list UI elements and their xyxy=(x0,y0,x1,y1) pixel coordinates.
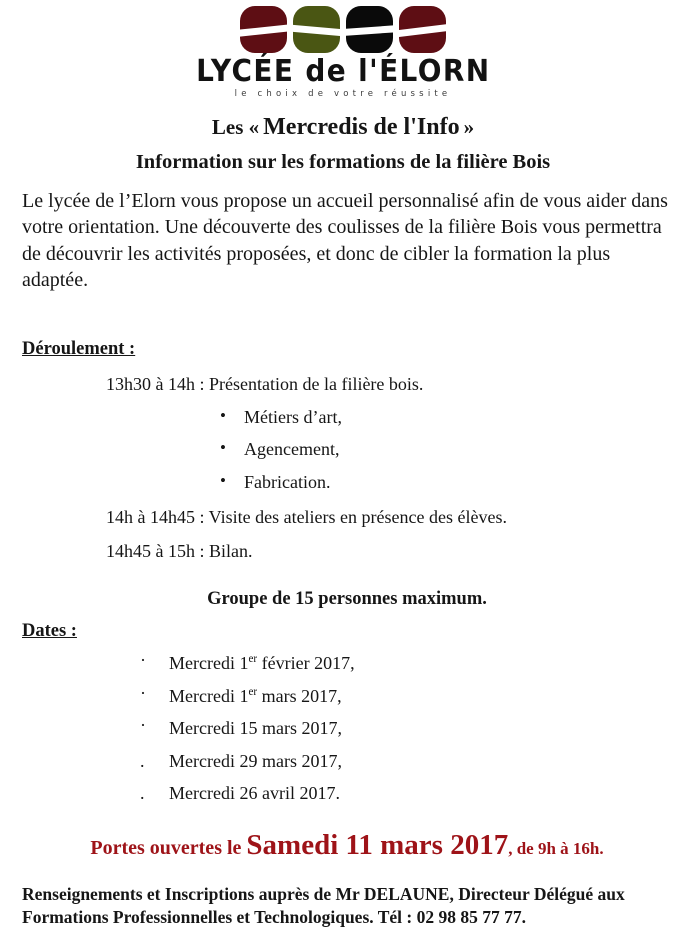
page-title-main: Mercredis de l'Info xyxy=(263,113,460,140)
logo-slash-2 xyxy=(293,24,340,36)
date-sup: er xyxy=(248,653,258,666)
page-title-suffix: » xyxy=(463,114,475,139)
list-marker: · xyxy=(140,715,146,736)
logo-square-4-icon xyxy=(399,6,446,53)
list-marker: · xyxy=(140,650,146,671)
date-text: Mercredi 15 mars 2017, xyxy=(169,718,342,739)
deroulement-section xyxy=(22,313,672,562)
dates-section xyxy=(22,610,672,805)
schedule-line-2: 14h à 14h45 : Visite des ateliers en présence des élèves. xyxy=(106,507,507,528)
deroulement-bullet-list xyxy=(22,406,672,494)
date-text: Mercredi 26 avril 2017. xyxy=(169,783,340,804)
open-day-announcement xyxy=(22,830,672,862)
list-item xyxy=(140,717,672,740)
list-item xyxy=(140,782,672,805)
page-title xyxy=(0,113,686,142)
footer-line-1: Renseignements et Inscriptions auprès de Mr DELAUNE, Directeur Délégué aux xyxy=(22,883,625,904)
list-marker: . xyxy=(140,783,145,804)
logo-tagline: le choix de votre réussite xyxy=(234,88,452,99)
footer-line-2: Formations Professionnelles et Technologiques. Tél : 02 98 85 77 77. xyxy=(22,906,526,927)
open-day-date: Samedi 11 mars 2017 xyxy=(246,828,509,861)
page-subtitle: Information sur les formations de la filière Bois xyxy=(135,151,551,174)
list-item xyxy=(140,750,672,773)
schedule-line-3: 14h45 à 15h : Bilan. xyxy=(106,540,253,561)
date-text: Mercredi 1 xyxy=(169,653,249,674)
contact-footer xyxy=(22,883,672,928)
logo-squares-row xyxy=(240,6,446,53)
date-text: Mercredi 1 xyxy=(169,685,249,706)
logo-square-1-icon xyxy=(240,6,287,53)
logo-square-2-icon xyxy=(293,6,340,53)
dates-list xyxy=(22,652,672,805)
open-day-prefix: Portes ouvertes le xyxy=(90,836,247,859)
list-marker: · xyxy=(140,682,146,703)
logo-slash-1 xyxy=(240,23,287,36)
date-sup: er xyxy=(248,685,258,698)
group-size-note: Groupe de 15 personnes maximum. xyxy=(207,589,487,610)
dates-heading: Dates : xyxy=(22,621,77,642)
list-item: • Métiers d’art, xyxy=(220,406,672,429)
list-item: • Fabrication. xyxy=(220,471,672,494)
deroulement-heading: Déroulement : xyxy=(22,339,136,360)
list-marker: . xyxy=(140,750,145,771)
list-item xyxy=(140,652,672,675)
school-logo xyxy=(0,0,686,99)
intro-paragraph: Le lycée de l’Elorn vous propose un accueil personnalisé afin de vous aider dans votre orientation. Une découverte des coulisses de la filière Bois vous permettra de découvrir les activités proposées, et donc de cibler la formation la plus adaptée. xyxy=(22,189,668,292)
schedule-line-1: 13h30 à 14h : Présentation de la filière bois. xyxy=(106,374,424,395)
date-text-tail: février 2017, xyxy=(257,653,355,674)
document-body xyxy=(0,188,686,928)
logo-wordmark: LYCÉE de l'ÉLORN xyxy=(195,54,491,89)
page-title-prefix: Les « xyxy=(211,114,260,139)
open-day-hours: , de 9h à 16h. xyxy=(508,838,604,858)
list-item xyxy=(140,682,672,708)
date-text: Mercredi 29 mars 2017, xyxy=(169,750,342,771)
list-item: • Agencement, xyxy=(220,438,672,461)
logo-slash-3 xyxy=(346,25,393,36)
date-text-tail: mars 2017, xyxy=(257,685,342,706)
logo-slash-4 xyxy=(399,23,446,37)
logo-square-3-icon xyxy=(346,6,393,53)
